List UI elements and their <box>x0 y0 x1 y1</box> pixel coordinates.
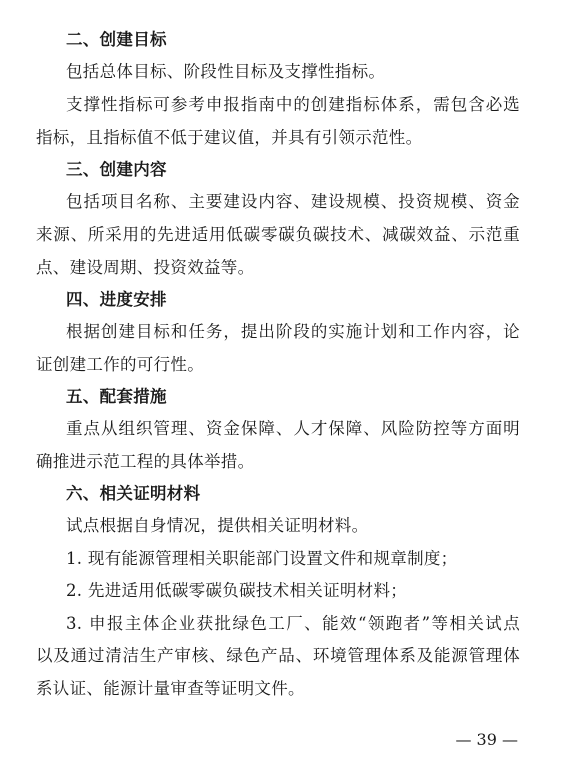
paragraph-line: 以及通过清洁生产审核、绿色产品、环境管理体系及能源管理体 <box>36 646 520 665</box>
paragraph-line: 来源、所采用的先进适用低碳零碳负碳技术、减碳效益、示范重 <box>36 225 520 244</box>
list-item: 3. 申报主体企业获批绿色工厂、能效“领跑者”等相关试点 <box>66 614 520 633</box>
paragraph-line: 试点根据自身情况，提供相关证明材料。 <box>66 516 369 535</box>
section-heading-schedule: 四、进度安排 <box>66 290 167 309</box>
section-heading-materials: 六、相关证明材料 <box>66 484 201 503</box>
paragraph-line: 指标，且指标值不低于建议值，并具有引领示范性。 <box>36 128 423 147</box>
paragraph-line: 包括总体目标、阶段性目标及支撑性指标。 <box>66 62 386 81</box>
section-heading-content: 三、创建内容 <box>66 160 167 179</box>
list-item: 1. 现有能源管理相关职能部门设置文件和规章制度； <box>66 549 458 568</box>
paragraph-line: 确推进示范工程的具体举措。 <box>36 452 255 471</box>
page-number: — 39 — <box>455 730 518 749</box>
section-heading-goals: 二、创建目标 <box>66 30 167 49</box>
section-heading-measures: 五、配套措施 <box>66 387 167 406</box>
paragraph-line: 根据创建目标和任务，提出阶段的实施计划和工作内容，论 <box>66 322 520 341</box>
paragraph-line: 重点从组织管理、资金保障、人才保障、风险防控等方面明 <box>66 419 520 438</box>
paragraph-line: 点、建设周期、投资效益等。 <box>36 258 255 277</box>
paragraph-line: 系认证、能源计量审查等证明文件。 <box>36 679 305 698</box>
paragraph-line: 证创建工作的可行性。 <box>36 355 204 374</box>
paragraph-line: 支撑性指标可参考申报指南中的创建指标体系，需包含必选 <box>66 95 520 114</box>
paragraph-line: 包括项目名称、主要建设内容、建设规模、投资规模、资金 <box>66 192 520 211</box>
list-item: 2. 先进适用低碳零碳负碳技术相关证明材料； <box>66 581 408 600</box>
